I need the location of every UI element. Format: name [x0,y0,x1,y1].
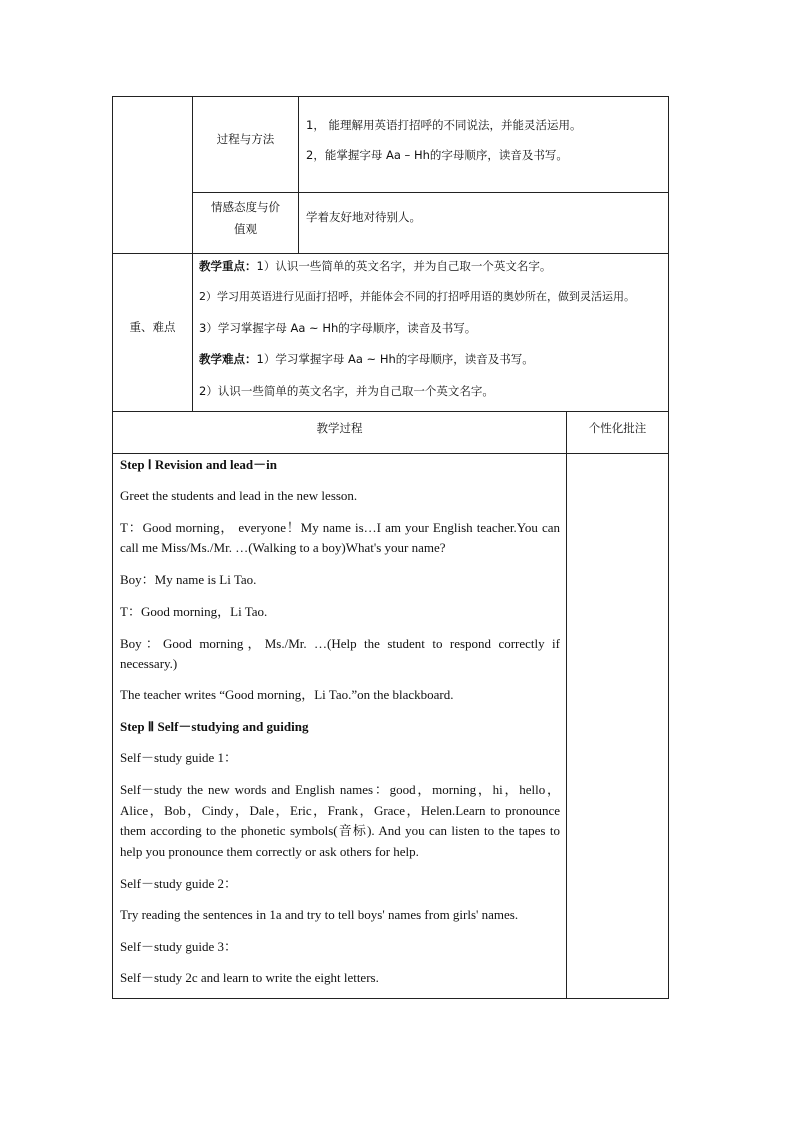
key-point-line-1 [199,256,551,276]
process-method-label: 过程与方法 [216,132,275,146]
self-study-guide-1-text: Self－study the new words and English names：good，morning，hi，hello，Alice，Bob，Cindy，Dale，Eric，Frank，Grace，Helen.Learn to pronounce them according to the phonetic symbols(音标). And you can listen to the tapes to help you pronounce them correctly or ask others for help. [120,782,560,859]
step1-paragraph-6: The teacher writes “Good morning，Li Tao.”on the blackboard. [120,687,454,702]
self-study-guide-2: Self－study guide 2： [120,876,237,891]
self-study-guide-3: Self－study guide 3： [120,939,237,954]
row-divider-keypoints [112,253,669,254]
self-study-guide-2-text: Try reading the sentences in 1a and try to tell boys' names from girls' names. [120,907,519,922]
key-points-label: 重、难点 [129,320,176,334]
col-divider-notes [566,411,567,999]
key-3: 3）学习掌握字母 Aa ~ Hh的字母顺序，读音及书写。 [199,321,477,335]
key-1: 1）认识一些简单的英文名字，并为自己取一个英文名字。 [256,259,552,273]
step1-title: Step Ⅰ Revision and lead－in [120,457,277,472]
table-border-right [668,96,669,999]
difficulty-title: 教学难点： [199,352,257,366]
step1-paragraph-1: Greet the students and lead in the new lesson. [120,488,358,503]
personal-notes-header: 个性化批注 [588,421,647,435]
key-title: 教学重点： [199,259,257,273]
col-divider-2 [298,96,299,254]
teaching-process-header: 教学过程 [316,421,363,435]
table-border-top [112,96,669,97]
difficulty-1: 1）学习掌握字母 Aa ~ Hh的字母顺序，读音及书写。 [256,352,534,366]
self-study-guide-3-text: Self－study 2c and learn to write the eight letters. [120,970,379,985]
step1-paragraph-5: Boy：Good morning，Ms./Mr. …(Help the student to respond correctly if necessary.) [120,636,560,671]
difficulty-line-1 [199,349,534,369]
table-border-left [112,96,113,999]
emotion-label-line2: 值观 [234,222,257,236]
row-divider-process-header [112,411,669,412]
row-divider-emotion [192,192,669,193]
step1-paragraph-3: Boy：My name is Li Tao. [120,572,257,587]
process-item-2: 2，能掌握字母 Aa – Hh的字母顺序，读音及书写。 [306,148,568,162]
step2-title: Step Ⅱ Self－studying and guiding [120,719,309,734]
key-2: 2）学习用英语进行见面打招呼，并能体会不同的打招呼用语的奥妙所在，做到灵活运用。 [199,290,635,303]
process-item-1: 1， 能理解用英语打招呼的不同说法，并能灵活运用。 [306,118,582,132]
step1-paragraph-4: T：Good morning，Li Tao. [120,604,268,619]
step1-paragraph-2: T：Good morning， everyone！My name is…I am your English teacher.You can call me Miss/Ms./Mr. …(Walking to a boy)What's your name? [120,520,560,555]
emotion-label-line1: 情感态度与价 [211,200,280,214]
emotion-text: 学着友好地对待别人。 [306,210,421,224]
table-border-bottom [112,998,669,999]
difficulty-2: 2）认识一些简单的英文名字，并为自己取一个英文名字。 [199,384,494,398]
self-study-guide-1: Self－study guide 1： [120,750,237,765]
row-divider-process-body [112,453,669,454]
